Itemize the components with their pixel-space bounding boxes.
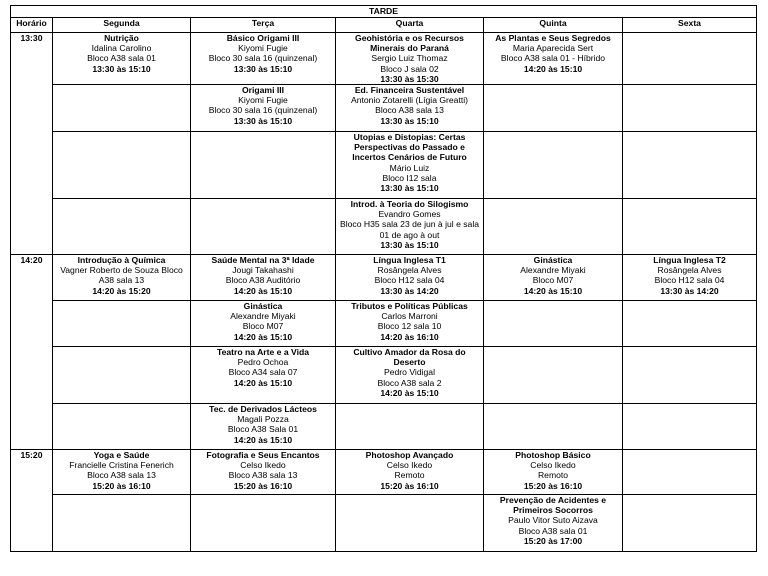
class-title: Língua Inglesa T2 — [653, 255, 726, 266]
class-cell — [484, 255, 623, 301]
class-location: Bloco A38 sala 13 — [87, 470, 156, 481]
class-title: Geohistória e os Recursos Minerais do Paraná — [355, 33, 464, 54]
class-title: Photoshop Avançado — [365, 450, 454, 461]
empty-cell — [623, 85, 757, 132]
class-cell — [336, 301, 484, 347]
instructor-name: Celso Ikedo — [530, 460, 576, 471]
time-label: 13:30 — [20, 33, 43, 43]
class-location: Remoto — [537, 470, 569, 481]
class-cell — [191, 255, 336, 301]
time-slot-1420 — [11, 255, 53, 450]
instructor-name: Carlos Marroni — [381, 311, 438, 322]
class-cell — [484, 33, 623, 85]
class-cell — [191, 301, 336, 347]
instructor-name: Paulo Vitor Suto Aizava — [508, 515, 598, 526]
class-time: 14:20 às 15:10 — [380, 387, 439, 398]
class-title: Introd. à Teoria do Silogismo — [350, 199, 469, 210]
column-header-time: Horário — [11, 18, 53, 33]
time-slot-1520 — [11, 450, 53, 552]
class-time: 14:20 às 15:10 — [233, 434, 293, 445]
class-cell — [336, 450, 484, 495]
instructor-name: Antonio Zotarelli (Lígia Greatti) — [350, 95, 469, 106]
class-time: 13:30 às 15:10 — [92, 63, 151, 74]
class-title: Yoga e Saúde — [93, 450, 150, 461]
class-title: Língua Inglesa T1 — [373, 255, 446, 266]
class-cell — [623, 255, 757, 301]
instructor-name: Alexandre Miyaki — [230, 311, 296, 322]
class-title: Utopias e Distopias: Certas Perspectivas do Passado e Incertos Cenários de Futuro — [352, 132, 467, 163]
empty-cell — [53, 132, 191, 199]
class-title: Tributos e Políticas Públicas — [351, 301, 468, 312]
class-title: Ginástica — [243, 301, 283, 312]
schedule — [10, 5, 757, 552]
class-cell — [191, 404, 336, 450]
class-time: 15:20 às 16:10 — [523, 480, 583, 491]
class-time: 13:30 às 15:10 — [233, 63, 293, 74]
class-time: 14:20 às 15:20 — [92, 285, 151, 296]
class-location: Bloco A38 sala 01 — [518, 525, 588, 536]
class-cell — [336, 347, 484, 404]
class-time: 13:30 às 15:10 — [380, 115, 439, 126]
empty-cell — [484, 85, 623, 132]
empty-cell — [623, 301, 757, 347]
instructor-name: Evandro Gomes — [378, 209, 441, 220]
class-cell — [53, 450, 191, 495]
class-time: 15:20 às 16:10 — [92, 480, 151, 491]
class-cell — [484, 495, 623, 552]
column-header-thursday: Quinta — [484, 18, 623, 33]
empty-cell — [53, 301, 191, 347]
schedule-table — [10, 5, 757, 552]
column-header-friday: Sexta — [623, 18, 757, 33]
class-title: Introdução à Química — [77, 255, 166, 266]
instructor-name: Rosângela Alves — [657, 265, 722, 276]
empty-cell — [484, 404, 623, 450]
class-time: 14:20 às 15:10 — [523, 285, 583, 296]
class-title: Cultivo Amador da Rosa do Deserto — [353, 347, 466, 368]
class-location: Bloco H12 sala 04 — [374, 275, 445, 286]
instructor-name: Mário Luiz — [389, 162, 430, 173]
instructor-name: Pedro Ochoa — [237, 357, 289, 368]
class-location: Bloco A38 sala 2 — [377, 377, 442, 388]
class-cell — [191, 347, 336, 404]
class-location: Bloco A38 Auditório — [225, 275, 301, 286]
class-cell — [191, 450, 336, 495]
class-cell — [336, 132, 484, 199]
empty-cell — [336, 495, 484, 552]
class-time: 13:30 às 15:10 — [380, 183, 439, 194]
class-location: Bloco 30 sala 16 (quinzenal) — [208, 105, 318, 116]
class-title: Saúde Mental na 3ª Idade — [211, 255, 315, 266]
empty-cell — [623, 132, 757, 199]
class-location: Remoto — [394, 470, 425, 481]
empty-cell — [53, 495, 191, 552]
instructor-name: Rosângela Alves — [377, 265, 442, 276]
instructor-name: Magali Pozza — [237, 414, 289, 425]
column-header-tuesday: Terça — [191, 18, 336, 33]
instructor-name: Celso Ikedo — [240, 460, 286, 471]
empty-cell — [484, 301, 623, 347]
class-title: Photoshop Básico — [515, 450, 591, 461]
class-title: Teatro na Arte e a Vida — [216, 347, 310, 358]
instructor-name: Vagner Roberto de Souza Bloco A38 sala 13 — [60, 265, 183, 286]
instructor-name: Pedro Vidigal — [384, 367, 435, 378]
class-cell — [53, 33, 191, 85]
class-location: Bloco M07 — [532, 275, 574, 286]
class-title: Nutrição — [104, 33, 139, 43]
empty-cell — [191, 132, 336, 199]
class-title: Tec. de Derivados Lácteos — [209, 404, 317, 415]
class-location: Bloco A38 Sala 01 — [227, 424, 299, 435]
empty-cell — [484, 199, 623, 255]
class-location: Bloco A34 sala 07 — [228, 367, 298, 378]
class-time: 15:20 às 17:00 — [523, 535, 583, 546]
instructor-name: Jougi Takahashi — [232, 265, 294, 276]
class-location: Bloco H35 sala 23 de jun à jul e sala 01 de ago à out — [339, 219, 480, 240]
class-cell — [484, 450, 623, 495]
class-location: Bloco I12 sala — [382, 172, 437, 183]
empty-cell — [53, 347, 191, 404]
time-label: 14:20 — [20, 255, 43, 266]
instructor-name: Idalina Carolino — [91, 43, 152, 54]
class-title: Origami III — [241, 85, 285, 96]
class-time: 15:20 às 16:10 — [380, 480, 439, 491]
class-cell — [191, 85, 336, 132]
empty-cell — [623, 450, 757, 495]
class-cell — [336, 33, 484, 85]
class-time: 13:30 às 15:10 — [380, 239, 439, 250]
class-location: Bloco A38 sala 13 — [228, 470, 298, 481]
class-cell — [336, 85, 484, 132]
instructor-name: Kiyomi Fugie — [238, 43, 288, 54]
empty-cell — [623, 495, 757, 552]
class-location: Bloco 30 sala 16 (quinzenal) — [208, 53, 318, 64]
class-time: 14:20 às 15:10 — [523, 63, 583, 74]
empty-cell — [623, 33, 757, 85]
class-title: Prevenção de Acidentes e Primeiros Socorros — [499, 495, 607, 516]
empty-cell — [623, 404, 757, 450]
class-time: 13:30 às 14:20 — [660, 285, 719, 296]
class-time: 13:30 às 15:10 — [233, 115, 293, 126]
section-title: TARDE — [11, 6, 757, 18]
time-slot-1330 — [11, 33, 53, 255]
class-title: Ginástica — [533, 255, 573, 266]
class-location: Bloco J sala 02 — [380, 63, 439, 74]
class-time: 14:20 às 15:10 — [233, 377, 293, 388]
class-location: Bloco 12 sala 10 — [377, 321, 442, 332]
column-header-wednesday: Quarta — [336, 18, 484, 33]
class-location: Bloco A38 sala 01 - Híbrido — [500, 53, 606, 64]
class-cell — [336, 255, 484, 301]
class-location: Bloco A38 sala 13 — [375, 105, 444, 116]
instructor-name: Kiyomi Fugie — [238, 95, 288, 106]
instructor-name: Francielle Cristina Fenerich — [69, 460, 174, 471]
class-time: 13:30 às 15:30 — [380, 73, 439, 84]
class-time: 14:20 às 15:10 — [233, 331, 293, 342]
instructor-name: Sergio Luiz Thomaz — [371, 53, 448, 64]
empty-cell — [53, 85, 191, 132]
class-title: Básico Origami III — [226, 33, 300, 43]
empty-cell — [191, 199, 336, 255]
instructor-name: Maria Aparecida Sert — [512, 43, 594, 54]
class-title: As Plantas e Seus Segredos — [495, 33, 611, 43]
class-time: 14:20 às 16:10 — [380, 331, 439, 342]
empty-cell — [623, 199, 757, 255]
empty-cell — [484, 347, 623, 404]
empty-cell — [53, 199, 191, 255]
class-time: 14:20 às 15:10 — [233, 285, 293, 296]
empty-cell — [53, 404, 191, 450]
column-header-monday: Segunda — [53, 18, 191, 33]
class-location: Bloco M07 — [242, 321, 284, 332]
empty-cell — [484, 132, 623, 199]
empty-cell — [336, 404, 484, 450]
class-location: Bloco H12 sala 04 — [654, 275, 725, 286]
class-cell — [336, 199, 484, 255]
class-cell — [53, 255, 191, 301]
class-time: 15:20 às 16:10 — [233, 480, 293, 491]
class-title: Ed. Financeira Sustentável — [354, 85, 465, 96]
class-cell — [191, 33, 336, 85]
instructor-name: Celso Ikedo — [386, 460, 433, 471]
class-time: 13:30 às 14:20 — [380, 285, 439, 296]
class-location: Bloco A38 sala 01 — [87, 53, 156, 64]
time-label: 15:20 — [20, 450, 43, 461]
empty-cell — [623, 347, 757, 404]
class-title: Fotografia e Seus Encantos — [206, 450, 320, 461]
instructor-name: Alexandre Miyaki — [520, 265, 586, 276]
empty-cell — [191, 495, 336, 552]
